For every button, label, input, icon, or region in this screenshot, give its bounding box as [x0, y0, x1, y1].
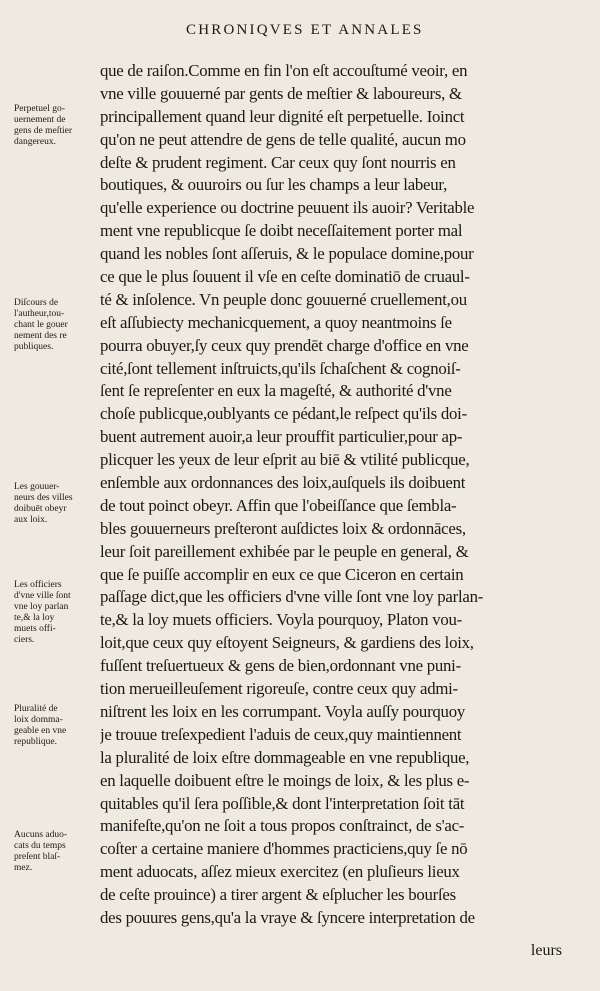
text-line: buent autrement auoir,a leur prouffit particulier,pour ap-	[100, 427, 463, 447]
text-line: deſte & prudent regiment. Car ceux quy ſont nourris en	[100, 152, 456, 172]
margin-note-line: Aucuns aduo-	[14, 830, 68, 840]
margin-note-line: Perpetuel go-	[14, 104, 65, 114]
margin-note-line: loix domma-	[14, 715, 63, 725]
text-line: manifeſte,qu'on ne ſoit a tous propos conſtrainct, de s'ac-	[100, 816, 465, 836]
text-line: je trouue treſexpedient l'aduis de ceux,quy maintiennent	[100, 724, 462, 744]
text-line: boutiques, & ouuroirs ou ſur les champs a leur labeur,	[100, 175, 448, 195]
margin-note-line: chant le gouer	[14, 320, 68, 330]
running-head: CHRONIQVES ET ANNALES	[186, 22, 424, 38]
margin-note-line: mez.	[14, 863, 33, 873]
text-line: que de raiſon.Comme en fin l'on eſt accouſtumé veoir, en	[100, 61, 468, 80]
margin-note-line: doibuēt obeyr	[14, 504, 67, 514]
text-line: qu'elle experience ou doctrine peuuent ils auoir? Veritable	[100, 198, 475, 218]
text-line: loit,que ceux quy eſtoyent Seigneurs, & gardiens des loix,	[100, 633, 474, 653]
text-line: tion merueilleuſement rigoreuſe, contre ceux quy admi-	[100, 679, 458, 699]
margin-note-line: republique.	[14, 737, 58, 747]
text-line: niſtrent les loix en les corrumpant. Voyla auſſy pourquoy	[100, 701, 465, 721]
text-line: pourra obuyer,ſy ceux quy prendēt charge d'office en vne	[100, 335, 469, 355]
text-line: té & inſolence. Vn peuple donc gouuerné cruellement,ou	[100, 289, 467, 309]
body-text	[100, 60, 574, 930]
margin-note-gouverneurs	[14, 482, 100, 526]
text-line: quand les nobles ſont aſſeruis, & le populace domine,pour	[100, 244, 474, 264]
text-line: bles gouuerneurs preſteront auſdictes loix & ordonnāces,	[100, 518, 466, 538]
text-line: que ſe puiſſe accomplir en eux ce que Ciceron en certain	[100, 564, 464, 584]
margin-note-officiers	[14, 580, 100, 646]
text-line: cité,ſont tellement inſtruicts,qu'ils ſchaſchent & cognoiſ-	[100, 358, 461, 378]
text-line: eſt aſſubiecty mechanicquement, a quoy neantmoins ſe	[100, 312, 452, 332]
text-line: de tout poinct obeyr. Affin que l'obeiſſance que ſembla-	[100, 495, 457, 515]
margin-note-line: uernement de	[14, 115, 66, 125]
margin-note-line: publiques.	[14, 342, 54, 352]
margin-note-line: geable en vne	[14, 726, 67, 736]
margin-note-pluralite	[14, 704, 100, 748]
text-line: ce que le plus ſouuent il vſe en ceſte dominatiō de cruaul-	[100, 267, 470, 287]
margin-note-line: Les gouuer-	[14, 482, 60, 492]
margin-note-line: l'autheur,tou-	[14, 309, 65, 319]
text-line: plicquer les yeux de leur eſprit au biē & vtilité publicque,	[100, 450, 470, 470]
margin-note-line: Les officiers	[14, 580, 62, 590]
text-line: enſemble aux ordonnances des loix,auſquels ils doibuent	[100, 473, 466, 493]
text-line: la pluralité de loix eſtre dommageable en vne republique,	[100, 747, 470, 767]
margin-note-line: d'vne ville ſont	[14, 591, 71, 601]
text-line: en laquelle doibuent eſtre le moings de loix, & les plus e-	[100, 770, 470, 790]
margin-note-discours	[14, 298, 100, 353]
text-line: te,& la loy muets officiers. Voyla pourquoy, Platon vou-	[100, 610, 462, 630]
text-line: fuſſent treſuertueux & gens de bien,ordonnant vne puni-	[100, 656, 461, 676]
margin-note-line: muets offi-	[14, 624, 56, 634]
text-line: ment aduocats, aſſez mieux exercitez (en pluſieurs lieux	[100, 862, 460, 882]
text-line: qu'on ne peut attendre de gens de telle qualité, aucun mo	[100, 129, 466, 149]
margin-note-line: te,& la loy	[14, 613, 55, 623]
margin-note-line: preſent blaſ-	[14, 852, 61, 862]
text-line: vne ville gouuerné par gents de meſtier & laboureurs, &	[100, 83, 462, 103]
margin-note-perpetuel	[14, 104, 100, 148]
margin-note-line: Pluralité de	[14, 704, 58, 714]
text-line: ment vne republicque ſe doibt neceſſaitement porter mal	[100, 221, 463, 241]
text-line: ſent ſe repreſenter en eux la mageſté, & authorité d'vne	[100, 381, 452, 401]
margin-note-line: ciers.	[14, 635, 35, 645]
text-line: quitables qu'il ſera poſſible,& dont l'interpretation ſoit tāt	[100, 793, 465, 813]
text-line: coſter a certaine maniere d'hommes practiciens,quy ſe nō	[100, 839, 468, 859]
text-line: de ceſte prouince) a tirer argent & eſplucher les bourſes	[100, 885, 456, 905]
text-line: paſſage dict,que les officiers d'vne ville ſont vne loy parlan-	[100, 587, 484, 607]
margin-note-line: gens de meſtier	[14, 126, 73, 136]
text-line: principallement quand leur dignité eſt perpetuelle. Ioinct	[100, 106, 465, 126]
margin-note-line: nement des re	[14, 331, 67, 341]
text-line: des pouures gens,qu'a la vraye & ſyncere interpretation de	[100, 907, 475, 927]
text-line: leur ſoit pareillement exhibée par le peuple en general, &	[100, 541, 469, 561]
margin-note-line: neurs des villes	[14, 493, 73, 503]
text-line: choſe publicque,oublyants ce pédant,le reſpect qu'ils doi-	[100, 404, 467, 424]
margin-note-line: aux loix.	[14, 515, 48, 525]
margin-note-line: cats du temps	[14, 841, 66, 851]
margin-note-advocats	[14, 830, 100, 874]
margin-note-line: dangereux.	[14, 137, 56, 147]
catchword: leurs	[530, 942, 562, 959]
margin-note-line: Diſcours de	[14, 298, 59, 308]
margin-note-line: vne loy parlan	[14, 602, 69, 612]
